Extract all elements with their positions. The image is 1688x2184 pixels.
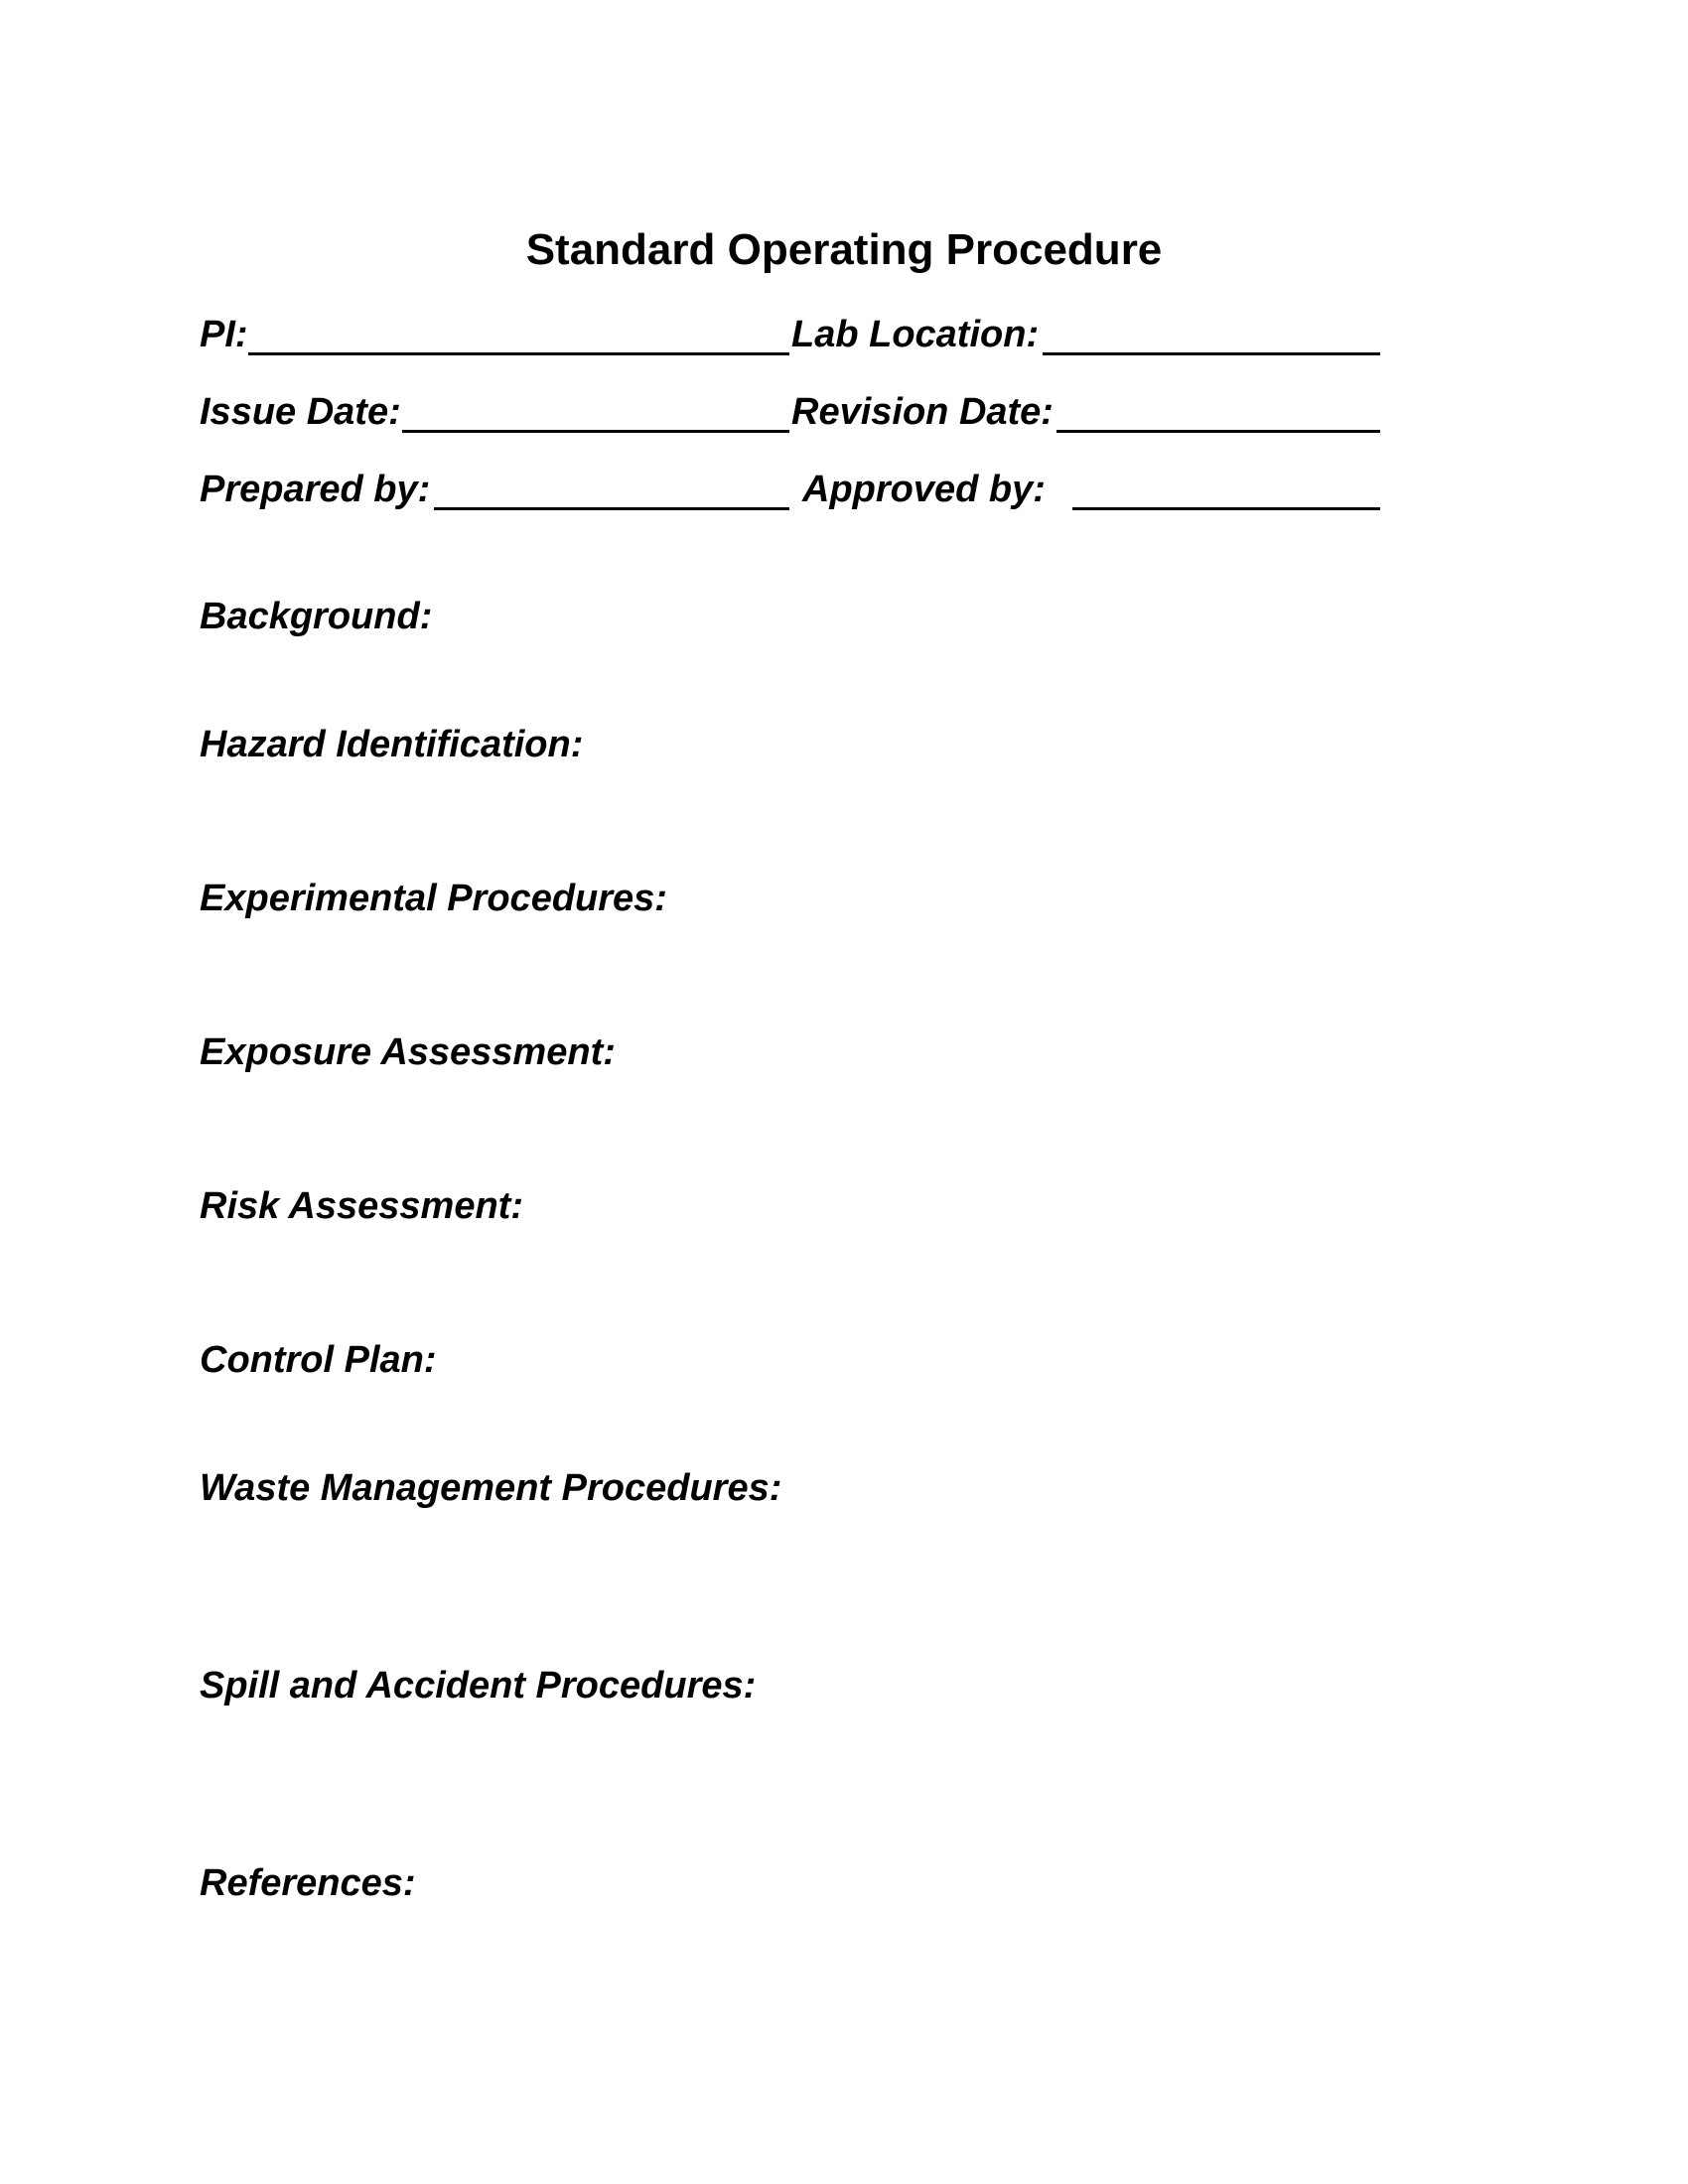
approved-by-label: Approved by: <box>802 469 1046 510</box>
section-control-plan: Control Plan: <box>200 1339 437 1381</box>
section-hazard-identification: Hazard Identification: <box>200 724 584 765</box>
lab-location-label: Lab Location: <box>791 314 1040 355</box>
pi-label: PI: <box>200 314 248 355</box>
section-risk-assessment: Risk Assessment: <box>200 1185 523 1227</box>
revision-date-field[interactable] <box>1056 430 1380 433</box>
page-title: Standard Operating Procedure <box>525 225 1163 274</box>
section-experimental-procedures: Experimental Procedures: <box>200 878 667 919</box>
prepared-by-field[interactable] <box>434 507 789 510</box>
section-spill-and-accident-procedures: Spill and Accident Procedures: <box>200 1665 757 1706</box>
lab-location-field[interactable] <box>1043 352 1380 355</box>
section-background: Background: <box>200 596 433 637</box>
section-waste-management-procedures: Waste Management Procedures: <box>200 1467 782 1509</box>
prepared-by-label: Prepared by: <box>200 469 431 510</box>
pi-field[interactable] <box>248 352 789 355</box>
approved-by-field[interactable] <box>1072 507 1380 510</box>
section-exposure-assessment: Exposure Assessment: <box>200 1031 616 1073</box>
issue-date-field[interactable] <box>402 430 789 433</box>
section-references: References: <box>200 1862 416 1904</box>
revision-date-label: Revision Date: <box>791 391 1054 433</box>
issue-date-label: Issue Date: <box>200 391 401 433</box>
